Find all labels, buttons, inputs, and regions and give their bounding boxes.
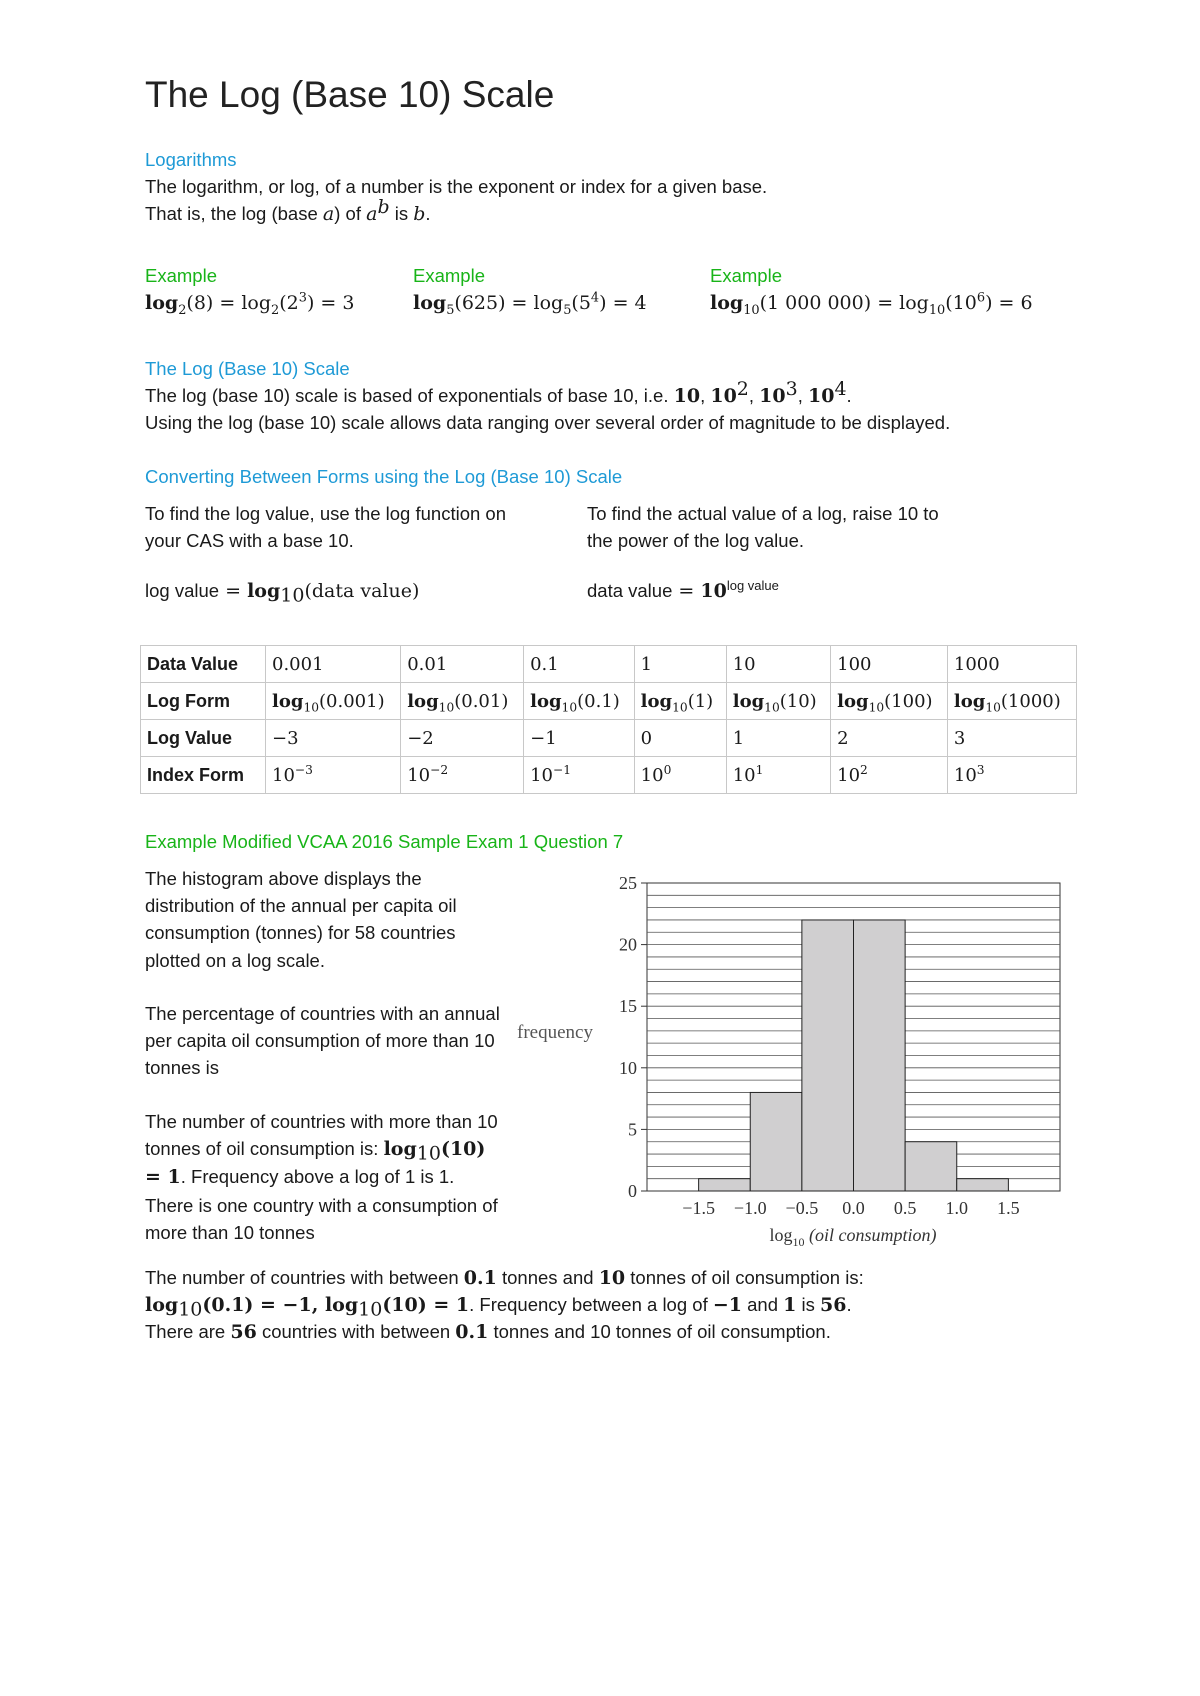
table-cell: 0.1 bbox=[524, 646, 635, 683]
table-cell: $10^0$ bbox=[634, 757, 726, 794]
y-axis-label: frequency bbox=[517, 1022, 593, 1043]
y-tick-label: 25 bbox=[619, 873, 637, 893]
x-tick-label: 0.5 bbox=[893, 1198, 917, 1218]
table-cell: 1 bbox=[634, 646, 726, 683]
vcaa-paragraph-3: The number of countries with more than 10 tonnes of oil consumption is: $\log_{10}(10) = 1$. Frequency above a log of 1 is 1. There is one country with a consumption of more than 10 tonnes bbox=[145, 1111, 498, 1243]
vcaa-paragraph-1: The histogram above displays the distribution of the annual per capita oil consumption (tonnes) for 58 countries plotted on a log scale. bbox=[145, 868, 457, 971]
y-tick-label: 5 bbox=[628, 1119, 637, 1140]
converting-left-text: To find the log value, use the log function on your CAS with a base 10. bbox=[145, 503, 507, 551]
table-cell: 3 bbox=[947, 720, 1076, 757]
histogram-bar bbox=[699, 1179, 751, 1191]
x-tick-label: 1.0 bbox=[945, 1198, 968, 1218]
y-tick-label: 20 bbox=[619, 934, 637, 955]
histogram-bar bbox=[802, 920, 854, 1191]
scale-line-2: Using the log (base 10) scale allows data ranging over several order of magnitude to be displayed. bbox=[145, 412, 951, 433]
histogram-bar bbox=[750, 1092, 802, 1191]
converting-right-text: To find the actual value of a log, raise 10 to the power of the log value. bbox=[587, 503, 939, 551]
x-tick-label: −1.0 bbox=[733, 1198, 767, 1218]
page-title: The Log (Base 10) Scale bbox=[145, 74, 555, 115]
table-cell: −1 bbox=[524, 720, 635, 757]
row-label: Log Form bbox=[141, 683, 266, 720]
x-tick-label: −0.5 bbox=[785, 1198, 819, 1218]
table-cell: $\log_{10}(0.1)$ bbox=[524, 683, 635, 720]
table-cell: $10^{-1}$ bbox=[524, 757, 635, 794]
histogram-chart bbox=[515, 868, 1075, 1248]
x-tick-label: 0.0 bbox=[842, 1198, 865, 1218]
histogram-bar bbox=[905, 1142, 957, 1191]
table-cell: $\log_{10}(1)$ bbox=[634, 683, 726, 720]
table-cell: $10^3$ bbox=[947, 757, 1076, 794]
table-row-log-value bbox=[141, 720, 1077, 757]
conversion-table bbox=[140, 645, 1077, 794]
histogram-bar bbox=[854, 920, 906, 1191]
vcaa-heading: Example Modified VCAA 2016 Sample Exam 1 Question 7 bbox=[145, 831, 624, 852]
example-1-formula: $\log_2(8) = \log_2(2^3) = 3$ bbox=[145, 290, 355, 318]
table-cell: $\log_{10}(0.001)$ bbox=[266, 683, 401, 720]
example-2-label: Example bbox=[413, 265, 485, 286]
table-cell: 100 bbox=[831, 646, 948, 683]
scale-heading: The Log (Base 10) Scale bbox=[145, 358, 350, 379]
table-row-log-form bbox=[141, 683, 1077, 720]
table-cell: $10^2$ bbox=[831, 757, 948, 794]
converting-left-formula: log value = $\log_{10}(data$ value) bbox=[145, 580, 420, 607]
table-cell: −3 bbox=[266, 720, 401, 757]
bottom-line-1: The number of countries with between 0.1 tonnes and 10 tonnes of oil consumption is: bbox=[145, 1267, 864, 1289]
table-cell: $\log_{10}(100)$ bbox=[831, 683, 948, 720]
scale-line-1: The log (base 10) scale is based of exponentials of base 10, i.e. 10, $10^2$, $10^3$, $10^4$. bbox=[145, 377, 852, 407]
table-cell: $\log_{10}(1000)$ bbox=[947, 683, 1076, 720]
table-cell: 0.01 bbox=[401, 646, 524, 683]
table-cell: 1000 bbox=[947, 646, 1076, 683]
table-cell: $\log_{10}(10)$ bbox=[726, 683, 830, 720]
histogram-bar bbox=[957, 1179, 1009, 1191]
bottom-line-3: There are 56 countries with between 0.1 tonnes and 10 tonnes of oil consumption. bbox=[145, 1321, 831, 1343]
y-tick-label: 0 bbox=[628, 1181, 637, 1201]
logarithms-line-2: That is, the log (base a) of $a^b$ is b. bbox=[145, 195, 431, 225]
table-cell: −2 bbox=[401, 720, 524, 757]
x-tick-label: −1.5 bbox=[682, 1198, 715, 1218]
table-row-index-form bbox=[141, 757, 1077, 794]
y-tick-label: 15 bbox=[619, 996, 637, 1017]
table-cell: $10^{-3}$ bbox=[266, 757, 401, 794]
bottom-line-2: $\log_{10}(0.1) = -1$, $\log_{10}(10) = 1$. Frequency between a log of −1 and 1 is 56. bbox=[145, 1294, 852, 1321]
example-3-formula: $\log_{10}(1$ 000 $000) = \log_{10}(10^6) = 6$ bbox=[710, 290, 1033, 318]
example-3-label: Example bbox=[710, 265, 782, 286]
x-axis-label: $\log_{10} (oil$ consumption) bbox=[769, 1225, 937, 1248]
converting-heading: Converting Between Forms using the Log (Base 10) Scale bbox=[145, 466, 623, 487]
table-cell: 0 bbox=[634, 720, 726, 757]
table-cell: 0.001 bbox=[266, 646, 401, 683]
converting-right-formula: data value = $10^{log value}$ bbox=[587, 577, 779, 602]
logarithms-heading: Logarithms bbox=[145, 149, 237, 170]
example-2-formula: $\log_5(625) = \log_5(5^4) = 4$ bbox=[413, 290, 647, 318]
table-cell: $10^{-2}$ bbox=[401, 757, 524, 794]
row-label: Log Value bbox=[141, 720, 266, 757]
table-cell: 2 bbox=[831, 720, 948, 757]
row-label: Index Form bbox=[141, 757, 266, 794]
table-row-data-value bbox=[141, 646, 1077, 683]
vcaa-paragraph-2: The percentage of countries with an annual per capita oil consumption of more than 10 tonnes is bbox=[145, 1003, 500, 1079]
example-1-label: Example bbox=[145, 265, 217, 286]
y-tick-label: 10 bbox=[619, 1057, 637, 1078]
row-label: Data Value bbox=[141, 646, 266, 683]
table-cell: 1 bbox=[726, 720, 830, 757]
x-tick-label: 1.5 bbox=[997, 1198, 1020, 1218]
logarithms-line-1: The logarithm, or log, of a number is the exponent or index for a given base. bbox=[145, 176, 768, 197]
table-cell: 10 bbox=[726, 646, 830, 683]
table-cell: $10^1$ bbox=[726, 757, 830, 794]
table-cell: $\log_{10}(0.01)$ bbox=[401, 683, 524, 720]
